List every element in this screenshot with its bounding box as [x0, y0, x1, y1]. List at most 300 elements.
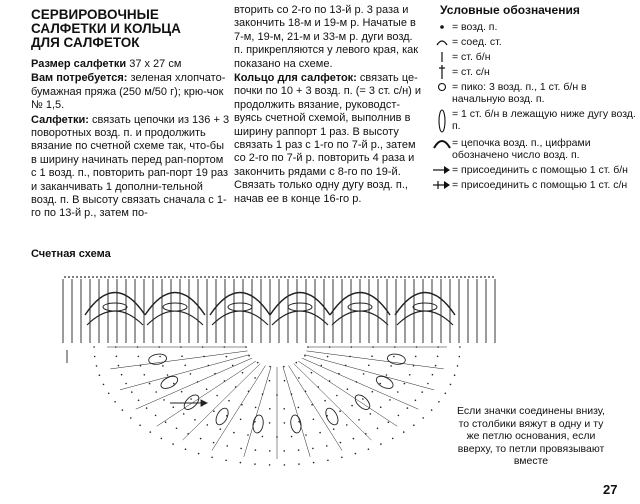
chain-dot — [283, 408, 285, 410]
chain-dot — [125, 383, 127, 385]
chain-dot — [240, 462, 242, 464]
chain-dot — [388, 421, 390, 423]
chain-dot — [242, 372, 244, 374]
chain-dot — [161, 438, 163, 440]
chain-dot — [138, 356, 140, 358]
join-icon — [432, 164, 452, 176]
legend-item-sc — [432, 51, 637, 63]
chain-dot — [472, 276, 474, 278]
chain-dot — [336, 276, 338, 278]
chain-dot — [184, 365, 186, 367]
chain-dot — [298, 407, 300, 409]
chain-dot — [324, 276, 326, 278]
chain-dot — [328, 276, 330, 278]
chain-dot — [207, 424, 209, 426]
chain-dot — [341, 457, 343, 459]
chain-dot — [460, 276, 462, 278]
legend-item-text: = соед. ст. — [452, 36, 502, 49]
chain-dot — [120, 276, 122, 278]
chain-dot — [403, 431, 405, 433]
petal-loop — [353, 392, 373, 412]
chain-dot — [415, 400, 417, 402]
chain-dot — [180, 276, 182, 278]
chain-dot — [212, 276, 214, 278]
chain-arc — [85, 293, 145, 316]
chain-dot — [305, 434, 307, 436]
chain-dot — [88, 276, 90, 278]
chain-dot — [283, 366, 285, 368]
chain-dot — [146, 407, 148, 409]
chain-dot — [240, 419, 242, 421]
chain-dot — [198, 453, 200, 455]
chain-dot — [380, 276, 382, 278]
lying-stitch-loop — [103, 303, 127, 311]
chain-dot — [372, 276, 374, 278]
chain-dot — [456, 276, 458, 278]
chain-dot — [200, 438, 202, 440]
chain-dot — [438, 401, 440, 403]
chain-dot — [150, 431, 152, 433]
chain-dot — [216, 395, 218, 397]
chain-dot — [200, 276, 202, 278]
chain-dot — [372, 391, 374, 393]
chain-dot — [412, 276, 414, 278]
chain-dot — [300, 276, 302, 278]
chain-dot — [232, 365, 234, 367]
chain-dot — [312, 448, 314, 450]
ring-paragraph — [234, 72, 424, 206]
join-arrow-head — [201, 400, 207, 406]
chain-dot — [156, 276, 158, 278]
spoke-line — [283, 367, 310, 457]
chain-dot — [324, 400, 326, 402]
chain-dot — [254, 463, 256, 465]
chain-dot — [163, 399, 165, 401]
chain-dot — [254, 377, 256, 379]
chain-dot — [445, 393, 447, 395]
chain-dot — [362, 398, 364, 400]
chain-dot — [269, 366, 271, 368]
chain-dot — [152, 276, 154, 278]
spoke-line — [306, 351, 443, 369]
chain-arc-icon — [432, 137, 452, 149]
chain-dot — [363, 373, 365, 375]
legend-item-text: = ст. б/н — [452, 51, 491, 64]
chain-dot — [118, 365, 120, 367]
chain-dot — [194, 419, 196, 421]
column-2 — [234, 4, 424, 207]
chain-dot — [368, 276, 370, 278]
chain-dot — [213, 442, 215, 444]
size-label: Размер салфетки — [31, 58, 127, 70]
chain-dot — [298, 377, 300, 379]
chain-dot — [321, 365, 323, 367]
chain-dot — [352, 276, 354, 278]
continuation-paragraph: вторить со 2-го по 13-й р. 3 раза и закончить 18-м и 19-м р. Начатые в 7-м, 19-м, 21-м и 33-м р. дуги возд. п. прикрепляются у левого края, как показано на схеме. — [234, 4, 419, 70]
chain-dot — [103, 384, 105, 386]
chain-dot — [116, 356, 118, 358]
chain-dot — [346, 424, 348, 426]
chain-dot — [268, 276, 270, 278]
chain-dot — [332, 276, 334, 278]
chain-dot — [459, 356, 461, 358]
legend-item-text: = пико: 3 возд. п., 1 ст. б/н в начальную возд. п. — [452, 81, 587, 106]
double-crochet-icon — [432, 66, 452, 78]
note-text: Если значки соединены внизу, то столбики вяжут в одну и ту же петлю основания, если вверху, то петли провязывают вместе — [457, 405, 605, 467]
chain-dot — [409, 374, 411, 376]
legend-item-text: = возд. п. — [452, 21, 498, 34]
chain-dot — [225, 460, 227, 462]
chain-dot — [284, 422, 286, 424]
chain-dot — [247, 434, 249, 436]
legend-item-text: = присоединить с помощью 1 ст. б/н — [452, 164, 628, 177]
chain-dot — [327, 356, 329, 358]
chain-dot — [228, 400, 230, 402]
chain-dot — [320, 276, 322, 278]
chain-dot — [440, 276, 442, 278]
join-double-icon — [432, 179, 452, 191]
chain-dot — [390, 365, 392, 367]
page-number: 27 — [603, 482, 618, 497]
chain-dot — [340, 276, 342, 278]
title-line-3: ДЛЯ САЛФЕТОК — [31, 35, 140, 50]
chain-dot — [92, 276, 94, 278]
chain-dot — [432, 374, 434, 376]
chain-dot — [351, 405, 353, 407]
chain-dot — [312, 276, 314, 278]
scheme-title: Счетная схема — [31, 248, 111, 260]
spoke-line — [289, 366, 343, 451]
chain-dot — [220, 276, 222, 278]
chain-dot — [208, 276, 210, 278]
chain-dot — [188, 276, 190, 278]
chain-dot — [167, 374, 169, 376]
chain-stitch-icon — [432, 21, 452, 33]
chain-dot — [454, 374, 456, 376]
size-value: 37 x 27 см — [126, 58, 182, 70]
chain-dot — [398, 415, 400, 417]
chain-dot — [269, 464, 271, 466]
chain-dot — [333, 428, 335, 430]
chain-dot — [233, 432, 235, 434]
chain-arc — [212, 311, 268, 325]
chain-dot — [364, 276, 366, 278]
chain-dot — [379, 383, 381, 385]
chain-dot — [292, 276, 294, 278]
chain-dot — [206, 388, 208, 390]
chain-dot — [432, 276, 434, 278]
chain-dot — [407, 407, 409, 409]
chain-dot — [397, 391, 399, 393]
chain-dot — [313, 462, 315, 464]
chain-dot — [269, 380, 271, 382]
chain-dot — [304, 276, 306, 278]
chain-dot — [269, 422, 271, 424]
chain-dot — [165, 421, 167, 423]
chain-dot — [139, 424, 141, 426]
chain-dot — [84, 276, 86, 278]
need-label: Вам потребуется: — [31, 72, 128, 85]
chain-dot — [196, 276, 198, 278]
chain-dot — [319, 432, 321, 434]
chain-dot — [457, 365, 459, 367]
chain-dot — [311, 372, 313, 374]
chain-dot — [358, 419, 360, 421]
chain-dot — [272, 276, 274, 278]
chain-dot — [228, 276, 230, 278]
chain-dot — [327, 460, 329, 462]
chain-dot — [181, 391, 183, 393]
chain-dot — [144, 374, 146, 376]
chain-dot — [396, 276, 398, 278]
spoke-line — [110, 351, 247, 369]
chain-dot — [444, 276, 446, 278]
chain-dot — [308, 276, 310, 278]
chain-dot — [255, 449, 257, 451]
chain-dot — [348, 276, 350, 278]
chain-dot — [356, 276, 358, 278]
chain-dot — [124, 276, 126, 278]
napkins-text: связать цепочки из 136 + 3 поворотных возд. п. и продолжить вязание по счетной схеме так, что-бы в ширину начинать перед рап-портом с 1 возд. п., повторить рап-порт 19 раз и заканчивать 1 дополни-тельной возд. п. В высоту связать сначала с 1-го по 13-й р., затем по- — [31, 113, 230, 220]
chain-dot — [96, 365, 98, 367]
chain-dot — [168, 276, 170, 278]
legend-item-lying — [432, 108, 637, 134]
chain-dot — [431, 409, 433, 411]
ring-label: Кольцо для салфеток: — [234, 72, 357, 85]
legend-item-text: = ст. с/н — [452, 66, 490, 79]
chain-dot — [159, 356, 161, 358]
chain-dot — [262, 436, 264, 438]
chain-dot — [172, 276, 174, 278]
chain-dot — [132, 276, 134, 278]
title-line-1: СЕРВИРОВОЧНЫЕ — [31, 7, 159, 22]
chain-dot — [313, 419, 315, 421]
chain-dot — [204, 276, 206, 278]
chain-dot — [384, 276, 386, 278]
chain-dot — [99, 374, 101, 376]
legend-item-text: = 1 ст. б/н в лежащую ниже дугу возд. п. — [452, 108, 636, 133]
chain-dot — [121, 374, 123, 376]
legend-title: Условные обозначения — [440, 3, 580, 17]
chain-dot — [435, 365, 437, 367]
chain-dot — [226, 356, 228, 358]
chain-dot — [392, 438, 394, 440]
chain-dot — [232, 276, 234, 278]
legend-item-join-dc — [432, 179, 637, 191]
legend-item-text: = присоединить с помощью 1 ст. с/н — [452, 179, 628, 192]
lying-stitch-loop — [288, 303, 312, 311]
chain-dot — [284, 276, 286, 278]
chain-dot — [220, 428, 222, 430]
chain-dot — [240, 448, 242, 450]
chain-arc — [395, 293, 455, 316]
chain-dot — [422, 417, 424, 419]
chain-dot — [400, 276, 402, 278]
chain-dot — [96, 276, 98, 278]
chain-dot — [164, 276, 166, 278]
chain-dot — [488, 276, 490, 278]
chain-dot — [72, 276, 74, 278]
chain-dot — [226, 445, 228, 447]
chain-dot — [459, 346, 461, 348]
chain-dot — [424, 276, 426, 278]
chain-dot — [437, 356, 439, 358]
size-paragraph — [31, 58, 231, 71]
chain-dot — [68, 276, 70, 278]
chain-dot — [288, 276, 290, 278]
chain-dot — [347, 388, 349, 390]
chain-dot — [104, 276, 106, 278]
chain-dot — [392, 276, 394, 278]
chain-dot — [415, 356, 417, 358]
chain-dot — [256, 276, 258, 278]
chain-dot — [468, 276, 470, 278]
page-title — [31, 8, 231, 50]
chain-dot — [393, 356, 395, 358]
chain-dot — [355, 453, 357, 455]
chain-dot — [173, 383, 175, 385]
chain-dot — [326, 445, 328, 447]
chain-dot — [368, 365, 370, 367]
chain-dot — [264, 276, 266, 278]
chain-dot — [130, 417, 132, 419]
chain-dot — [291, 436, 293, 438]
chain-dot — [408, 276, 410, 278]
legend-item-text: = цепочка возд. п., цифрами обозначено число возд. п. — [452, 137, 591, 162]
chain-dot — [339, 410, 341, 412]
chain-dot — [213, 410, 215, 412]
legend-item-chain — [432, 21, 637, 33]
chain-dot — [128, 276, 130, 278]
chain-dot — [160, 276, 162, 278]
spoke-line — [305, 355, 434, 390]
chain-dot — [116, 276, 118, 278]
chain-dot — [404, 276, 406, 278]
ring-text: связать це-почки по 10 + 3 возд. п. (= 3 ст. с/н) и продолжить вязание, руководст-вуясь счетной схемой, выполнив в ширину раппорт 1 раз. В высоту связать 1 раз с 1-го по 7-й р., затем со 2-го по 7-й р. повторить 4 раза и закончить рядами с 8-го по 19-й. Связать только одну дугу возд. п., начав ее в конце 16-го р. — [234, 72, 422, 205]
chain-dot — [80, 276, 82, 278]
chain-dot — [76, 276, 78, 278]
chain-dot — [298, 463, 300, 465]
chain-dot — [377, 428, 379, 430]
chain-dot — [452, 276, 454, 278]
chain-dot — [131, 391, 133, 393]
chain-dot — [376, 276, 378, 278]
chain-dot — [176, 276, 178, 278]
chain-dot — [386, 374, 388, 376]
lying-stitch-loop — [413, 303, 437, 311]
legend-item-join — [432, 164, 637, 176]
chain-dot — [155, 415, 157, 417]
chain-dot — [360, 276, 362, 278]
single-crochet-icon — [432, 51, 452, 63]
chain-dot — [140, 276, 142, 278]
chain-dot — [436, 276, 438, 278]
chain-dot — [336, 395, 338, 397]
chain-dot — [448, 276, 450, 278]
chain-dot — [255, 407, 257, 409]
chain-dot — [276, 276, 278, 278]
chain-dot — [236, 276, 238, 278]
chain-dot — [173, 406, 175, 408]
chain-dot — [94, 356, 96, 358]
legend-item-slip — [432, 36, 637, 48]
chain-dot — [148, 276, 150, 278]
napkins-label: Салфетки: — [31, 113, 89, 126]
picot-icon — [432, 81, 452, 93]
lying-stitch-loop — [228, 303, 252, 311]
chain-dot — [240, 276, 242, 278]
chain-dot — [353, 438, 355, 440]
chain-dot — [450, 384, 452, 386]
chain-dot — [421, 391, 423, 393]
column-1 — [31, 8, 231, 222]
chain-dot — [136, 276, 138, 278]
chain-dot — [185, 448, 187, 450]
lying-double-crochet-icon — [432, 108, 452, 134]
chain-dot — [260, 276, 262, 278]
chain-dot — [190, 398, 192, 400]
chain-arc — [147, 311, 203, 325]
chain-dot — [284, 464, 286, 466]
slip-stitch-icon — [432, 36, 452, 48]
chain-dot — [344, 276, 346, 278]
chain-dot — [296, 362, 298, 364]
chain-dot — [428, 276, 430, 278]
chain-dot — [298, 449, 300, 451]
chain-dot — [144, 276, 146, 278]
chain-dot — [427, 383, 429, 385]
spoke-line — [120, 355, 249, 390]
chain-dot — [224, 276, 226, 278]
need-paragraph — [31, 72, 231, 112]
chain-dot — [476, 276, 478, 278]
chain-dot — [183, 413, 185, 415]
petal-loop — [214, 406, 231, 427]
chain-dot — [112, 276, 114, 278]
chain-dot — [296, 276, 298, 278]
legend-item-picot — [432, 81, 637, 105]
chain-dot — [420, 276, 422, 278]
chain-dot — [244, 276, 246, 278]
chain-dot — [371, 355, 373, 357]
chain-dot — [93, 346, 95, 348]
chain-dot — [216, 276, 218, 278]
chain-dot — [464, 276, 466, 278]
chain-dot — [190, 373, 192, 375]
chain-dot — [181, 355, 183, 357]
chain-dot — [155, 391, 157, 393]
chain-dot — [269, 450, 271, 452]
chain-dot — [370, 413, 372, 415]
chain-dot — [100, 276, 102, 278]
chain-dot — [492, 276, 494, 278]
chain-dot — [484, 276, 486, 278]
chain-dot — [114, 401, 116, 403]
chain-dot — [404, 383, 406, 385]
chain-dot — [316, 276, 318, 278]
chain-dot — [269, 408, 271, 410]
petal-loop — [323, 406, 340, 427]
chain-dot — [416, 276, 418, 278]
need-value: зеленая хлопчато-бумажная пряжа (250 м/50 г); крю-чок № 1,5. — [31, 72, 226, 112]
chain-dot — [389, 399, 391, 401]
chain-arc — [145, 293, 205, 316]
chain-dot — [388, 276, 390, 278]
chain-dot — [257, 362, 259, 364]
chain-dot — [252, 276, 254, 278]
chain-arc — [272, 311, 328, 325]
legend — [432, 4, 637, 194]
